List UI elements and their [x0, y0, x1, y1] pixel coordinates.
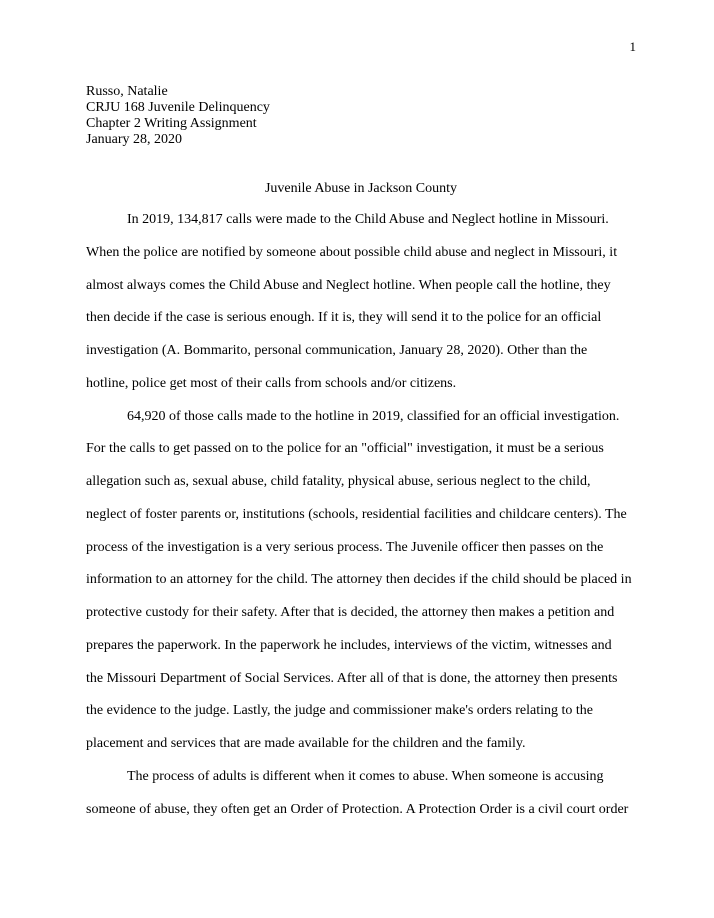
page-number: 1	[629, 39, 636, 54]
body-line: 64,920 of those calls made to the hotline in 2019, classified for an official investigation.	[127, 408, 620, 424]
body-line: neglect of foster parents or, institutions (schools, residential facilities and childcare centers). The	[86, 506, 627, 522]
body-line: The process of adults is different when it comes to abuse. When someone is accusing	[127, 768, 604, 784]
course-name: CRJU 168 Juvenile Delinquency	[86, 100, 270, 115]
document-title: Juvenile Abuse in Jackson County	[264, 181, 458, 196]
body-line: protective custody for their safety. After that is decided, the attorney then makes a petition and	[86, 605, 615, 620]
body-line: almost always comes the Child Abuse and Neglect hotline. When people call the hotline, they	[86, 277, 611, 293]
document-body	[86, 212, 641, 834]
body-line: process of the investigation is a very serious process. The Juvenile officer then passes on the	[86, 539, 604, 555]
body-line: information to an attorney for the child. The attorney then decides if the child should be placed in	[86, 572, 632, 588]
body-line: someone of abuse, they often get an Order of Protection. A Protection Order is a civil court order	[86, 801, 629, 817]
body-line: investigation (A. Bommarito, personal communication, January 28, 2020). Other than the	[86, 343, 588, 358]
body-line: the Missouri Department of Social Services. After all of that is done, the attorney then presents	[86, 670, 618, 686]
body-line: When the police are notified by someone about possible child abuse and neglect in Missouri, it	[86, 244, 618, 260]
body-line: the evidence to the judge. Lastly, the judge and commissioner make's orders relating to the	[86, 703, 594, 719]
body-line: then decide if the case is serious enough. If it is, they will send it to the police for an official	[86, 310, 602, 326]
header-block	[86, 84, 646, 148]
body-line: placement and services that are made available for the children and the family.	[86, 736, 526, 751]
assignment-name: Chapter 2 Writing Assignment	[86, 116, 257, 131]
body-line: hotline, police get most of their calls from schools and/or citizens.	[86, 375, 457, 391]
body-line: In 2019, 134,817 calls were made to the Child Abuse and Neglect hotline in Missouri.	[127, 212, 609, 227]
body-line: allegation such as, sexual abuse, child fatality, physical abuse, serious neglect to the child,	[86, 474, 591, 489]
author-name: Russo, Natalie	[86, 84, 168, 99]
body-line: For the calls to get passed on to the police for an "official" investigation, it must be a serious	[86, 441, 604, 457]
body-line: prepares the paperwork. In the paperwork he includes, interviews of the victim, witnesses and	[86, 637, 612, 653]
document-date: January 28, 2020	[86, 132, 183, 147]
